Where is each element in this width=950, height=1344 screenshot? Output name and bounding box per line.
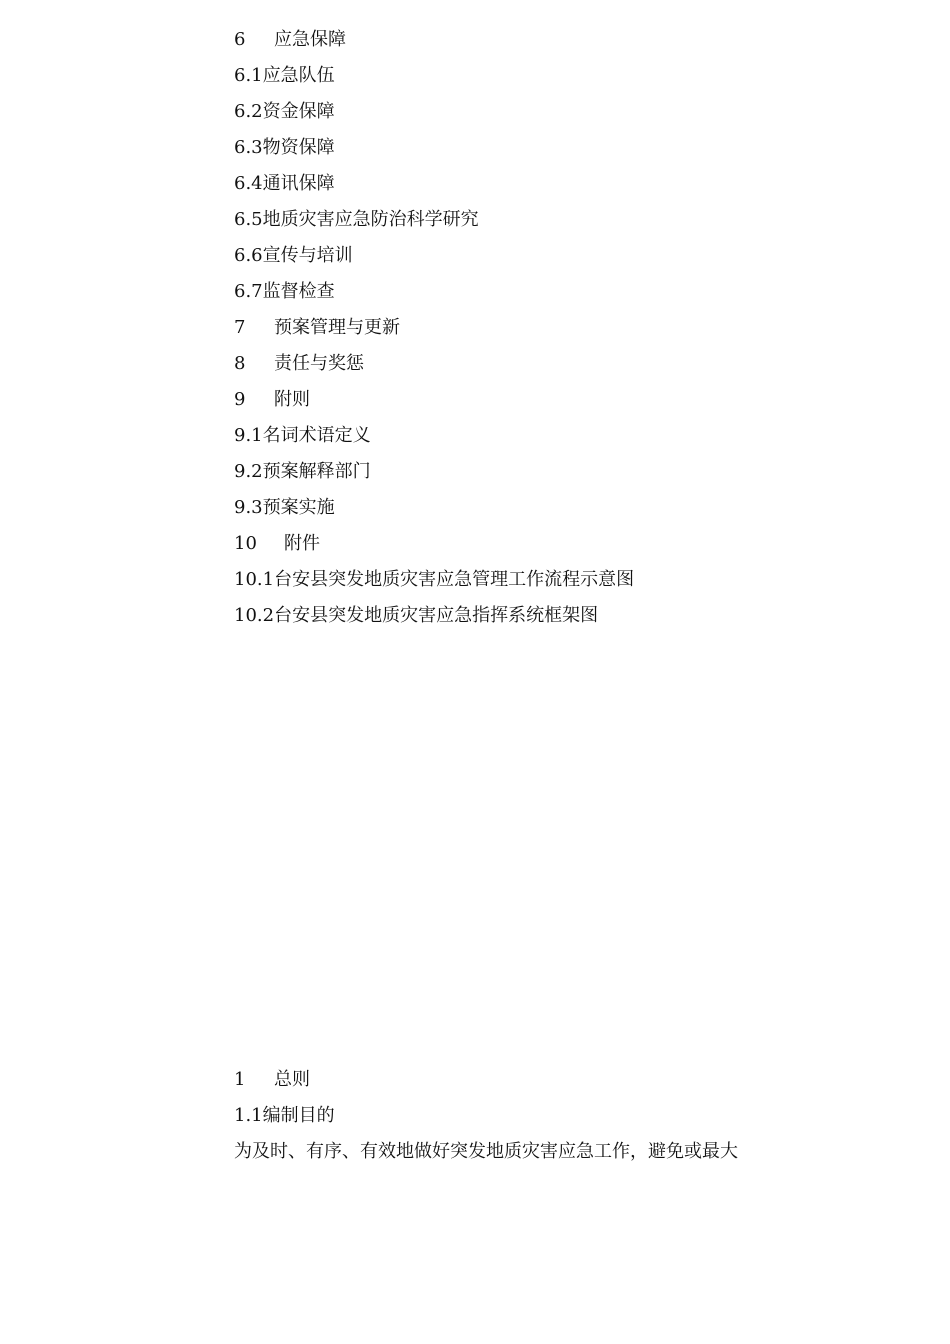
toc-title: 6.5地质灾害应急防治科学研究 bbox=[234, 209, 479, 230]
section-heading: 1.1编制目的 bbox=[234, 1105, 335, 1126]
toc-number: 10 bbox=[234, 533, 257, 554]
toc-title: 附则 bbox=[274, 389, 310, 410]
toc-title: 10.2台安县突发地质灾害应急指挥系统框架图 bbox=[234, 605, 599, 626]
toc-title: 6.3物资保障 bbox=[234, 137, 335, 158]
toc-title: 附件 bbox=[284, 533, 320, 554]
toc-item bbox=[234, 238, 634, 274]
toc-title: 9.2预案解释部门 bbox=[234, 461, 371, 482]
toc-item bbox=[234, 382, 634, 418]
toc-title: 6.1应急队伍 bbox=[234, 65, 335, 86]
toc-title: 应急保障 bbox=[274, 29, 346, 50]
toc-title: 6.4通讯保障 bbox=[234, 173, 335, 194]
toc-item bbox=[234, 598, 634, 634]
toc-title: 预案管理与更新 bbox=[274, 317, 400, 338]
toc-item bbox=[234, 58, 634, 94]
toc-item bbox=[234, 490, 634, 526]
table-of-contents bbox=[234, 22, 634, 634]
toc-item bbox=[234, 22, 634, 58]
toc-title: 6.2资金保障 bbox=[234, 101, 335, 122]
toc-title: 6.6宣传与培训 bbox=[234, 245, 353, 266]
toc-item bbox=[234, 454, 634, 490]
body-paragraph: 为及时、有序、有效地做好突发地质灾害应急工作，避免或最大 bbox=[234, 1141, 738, 1162]
toc-item bbox=[234, 526, 634, 562]
toc-item bbox=[234, 418, 634, 454]
chapter-number: 1 bbox=[234, 1069, 246, 1090]
chapter-heading bbox=[234, 1062, 738, 1098]
toc-item bbox=[234, 346, 634, 382]
toc-item bbox=[234, 166, 634, 202]
toc-number: 7 bbox=[234, 317, 246, 338]
toc-title: 9.1名词术语定义 bbox=[234, 425, 371, 446]
toc-title: 9.3预案实施 bbox=[234, 497, 335, 518]
toc-item bbox=[234, 310, 634, 346]
toc-number: 6 bbox=[234, 29, 246, 50]
toc-number: 8 bbox=[234, 353, 246, 374]
toc-item bbox=[234, 94, 634, 130]
chapter-title: 总则 bbox=[274, 1069, 310, 1090]
toc-item bbox=[234, 562, 634, 598]
toc-item bbox=[234, 202, 634, 238]
toc-item bbox=[234, 274, 634, 310]
toc-number: 9 bbox=[234, 389, 246, 410]
body-section bbox=[234, 1062, 738, 1170]
toc-title: 10.1台安县突发地质灾害应急管理工作流程示意图 bbox=[234, 569, 635, 590]
toc-title: 责任与奖惩 bbox=[274, 353, 364, 374]
toc-title: 6.7监督检查 bbox=[234, 281, 335, 302]
toc-item bbox=[234, 130, 634, 166]
